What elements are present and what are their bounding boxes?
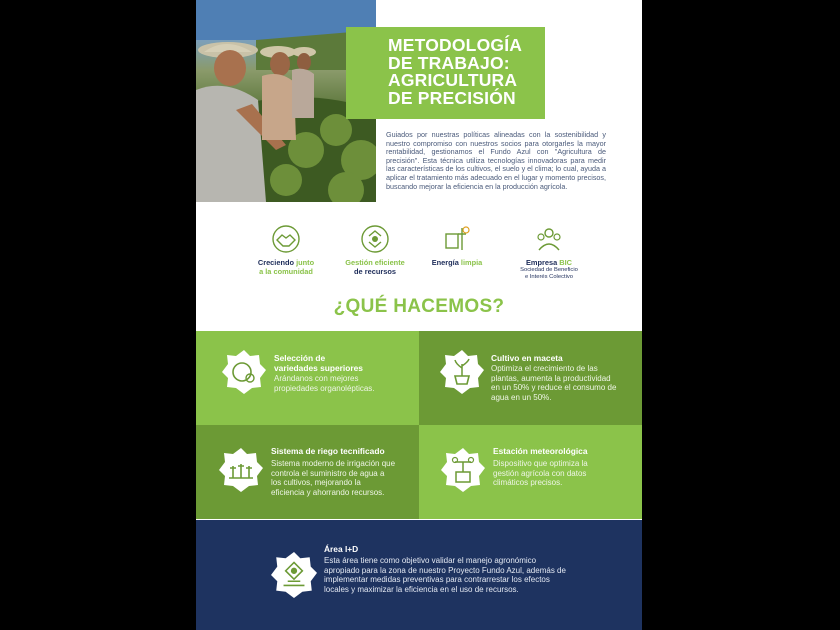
pillar-resources: Gestión eficiente de recursos	[336, 224, 414, 276]
brochure-page	[196, 0, 642, 630]
page-title-line: AGRICULTURA	[388, 70, 518, 90]
pillar-community: Creciendo junto a la comunidad	[251, 224, 321, 276]
tile-weather: Estación meteorológica Dispositivo que optimiza la gestión agrícola con datos climáticos precisos.	[419, 425, 642, 519]
pillar-bic: Empresa BIC Sociedad de Beneficio e Interés Colectivo	[510, 224, 588, 281]
weather-station-icon	[441, 448, 485, 492]
page-title-line: METODOLOGÍA	[388, 35, 523, 55]
rd-section	[196, 520, 642, 630]
irrigation-icon	[219, 448, 263, 492]
rd-heading: Área I+D	[324, 544, 359, 554]
plant-pot-icon	[440, 350, 484, 394]
tile-varieties: Selección de variedades superiores Arándanos con mejores propiedades organolépticas.	[196, 331, 419, 425]
tile-irrigation: Sistema de riego tecnificado Sistema moderno de irrigación que controla el suministro de agua a los cultivos, mejorando la eficiencia y ahorrando recursos.	[196, 425, 419, 519]
section-title: ¿QUÉ HACEMOS?	[333, 296, 505, 317]
rd-description: Esta área tiene como objetivo validar el manejo agronómico apropiado para la zona de nuestro Proyecto Fundo Azul, además de implementar medidas preventivas para contrarrestar los efectos locales y maximizar la eficiencia en el uso de recursos.	[324, 556, 566, 594]
research-icon	[271, 552, 317, 598]
handshake-icon	[271, 224, 301, 254]
page-title-line: DE PRECISIÓN	[388, 87, 516, 108]
tile-pot: Cultivo en maceta Optimiza el crecimiento de las plantas, aumenta la productividad en un 50% y reduce el consumo de agua en un 50%.	[419, 331, 642, 425]
people-icon	[534, 224, 564, 254]
blueberry-icon	[222, 350, 266, 394]
page-title-line: DE TRABAJO:	[388, 52, 510, 73]
intro-paragraph: Guiados por nuestras políticas alineadas con la sostenibilidad y nuestro compromiso con nuestros socios para otorgarles la mayor rentabilidad, gestionamos el Fundo Azul con "Agricultura de precisión". Esta técnica utiliza tecnologías innovadoras para medir las características de los cultivos, el suelo y el clima; lo cual, ayuda a aplicar el tratamiento más adecuado en el lugar y momento precisos, buscando mejorar la eficiencia en la producción agrícola.	[386, 130, 606, 191]
clean-energy-icon	[442, 224, 472, 254]
recycle-icon	[360, 224, 390, 254]
title-box	[346, 27, 545, 119]
pillar-energy: Energía limpia	[424, 224, 490, 267]
